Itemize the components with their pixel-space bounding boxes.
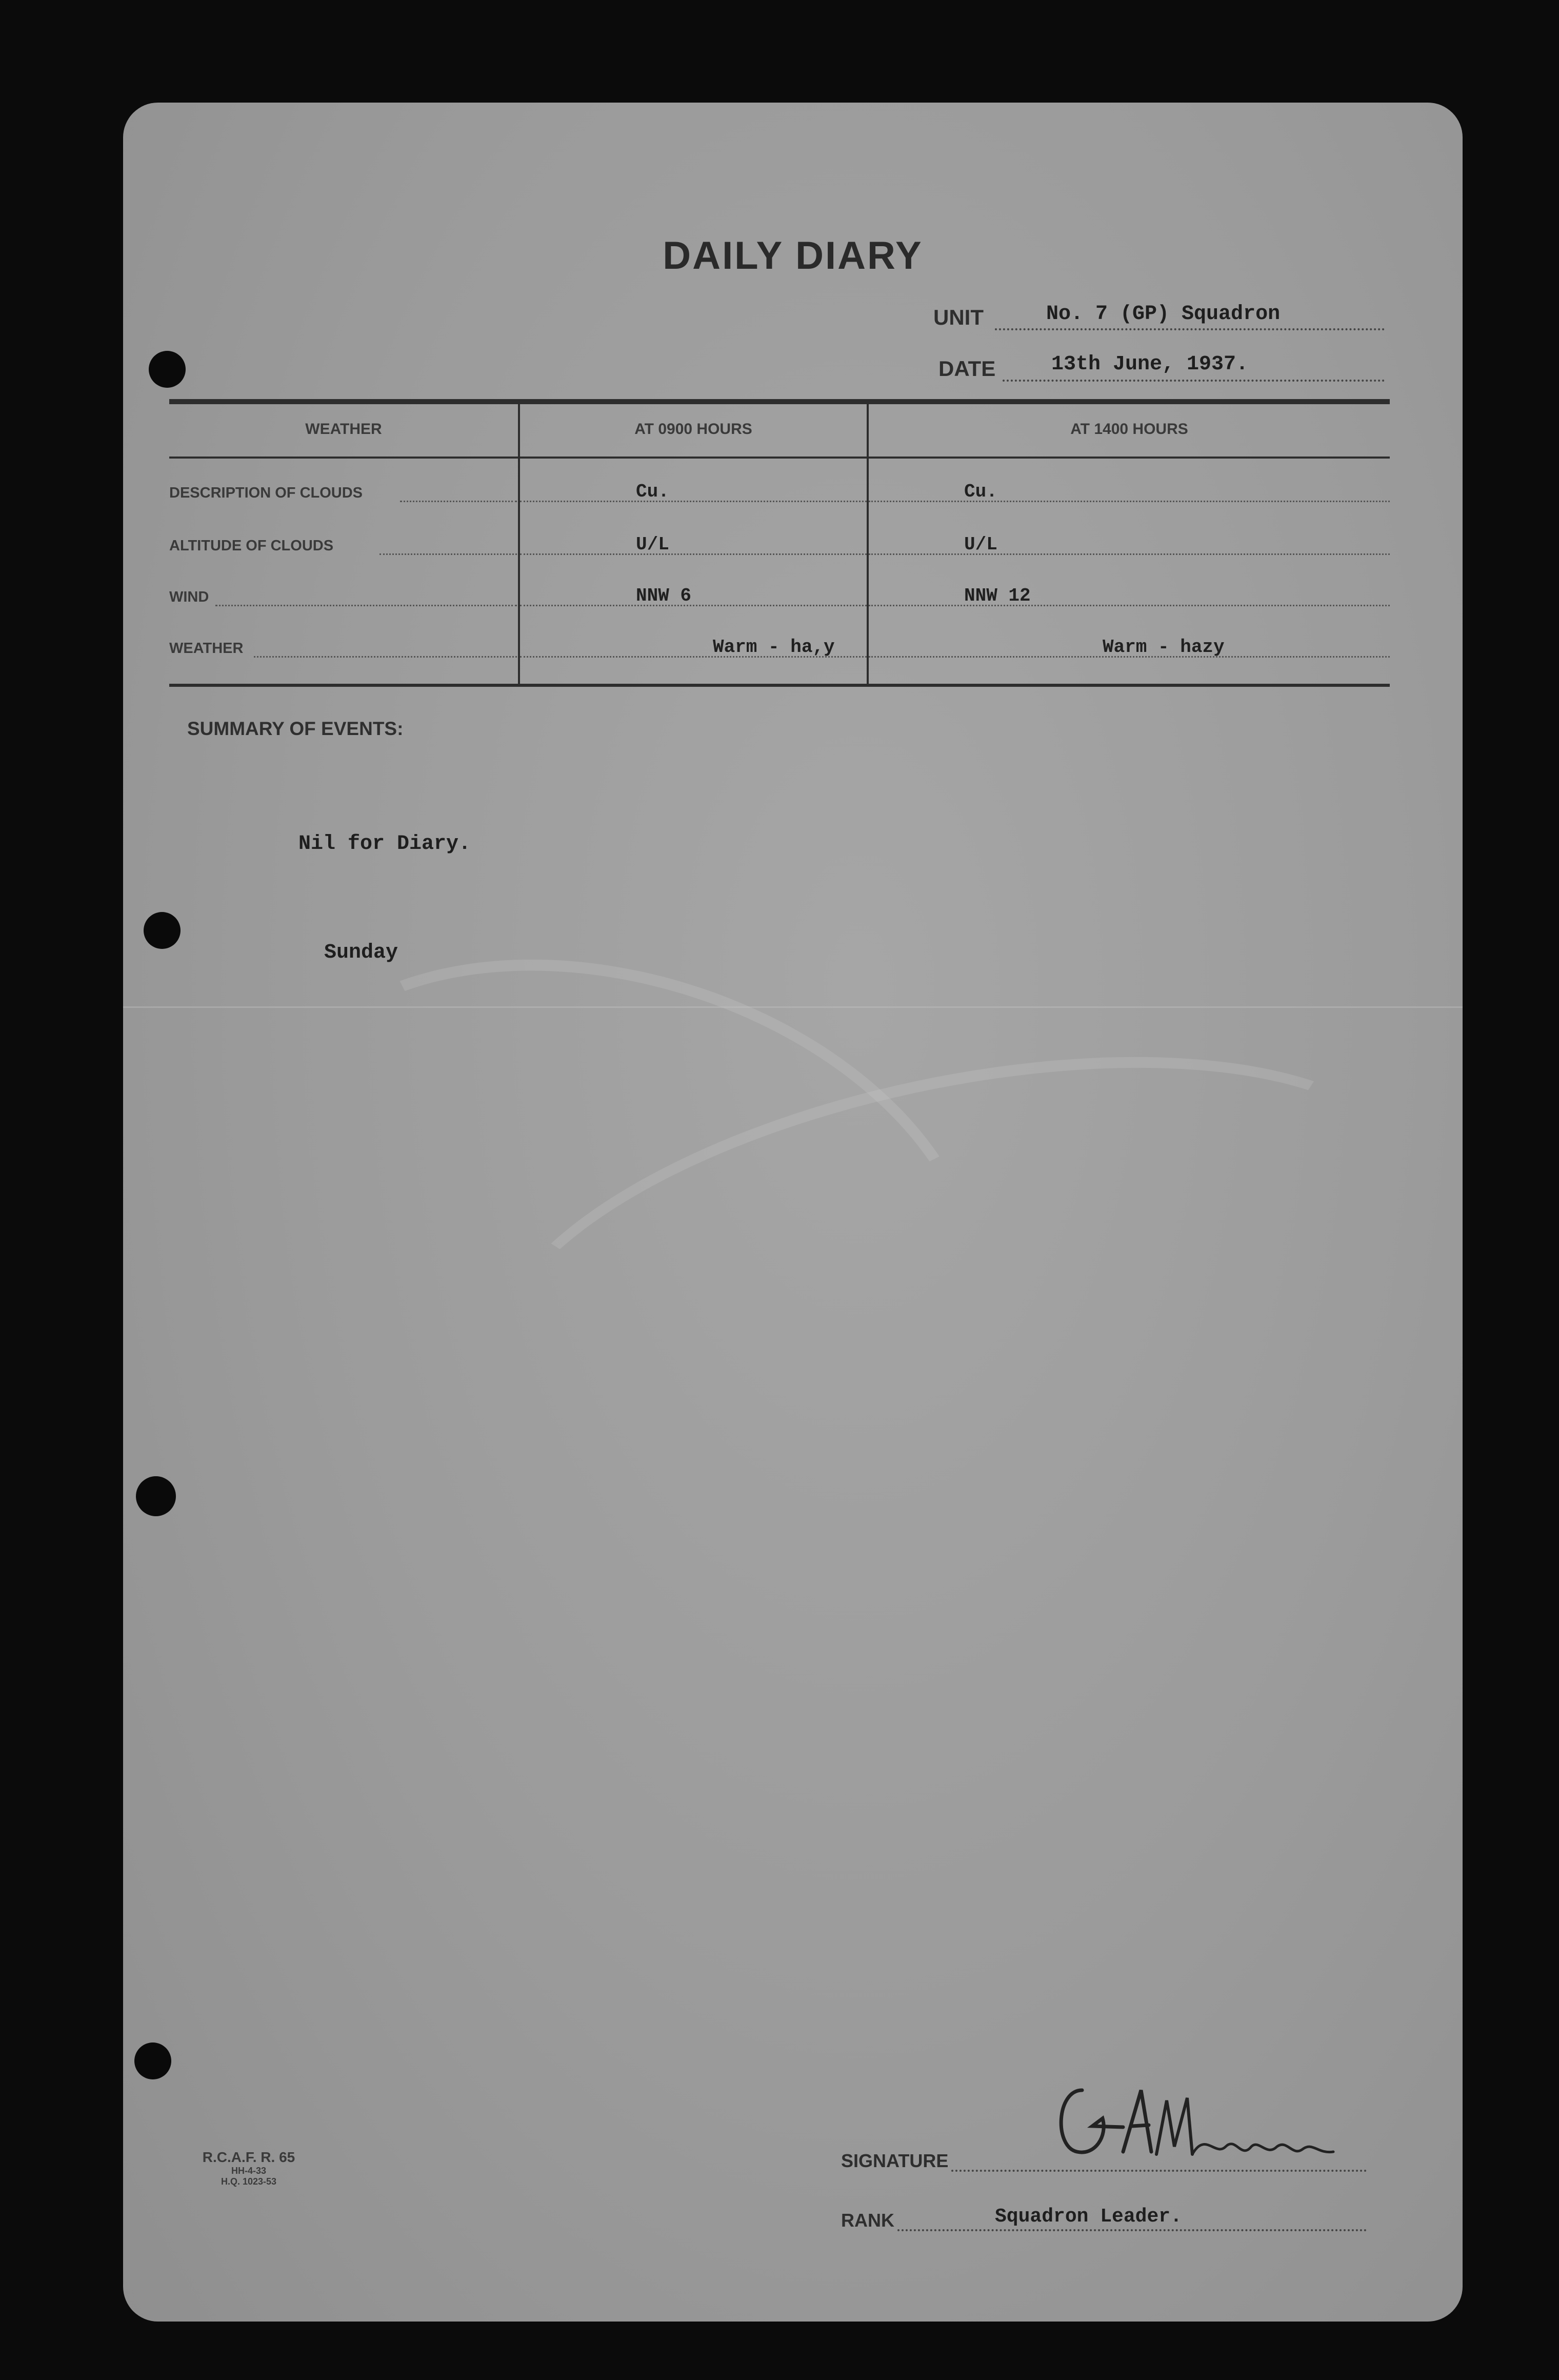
photo-streak (453, 983, 1457, 1553)
row-leader (215, 605, 517, 606)
row-leader (520, 553, 867, 555)
table-col-divider (518, 404, 520, 685)
row-leader (254, 656, 517, 658)
row-leader (379, 553, 517, 555)
row-leader (869, 605, 1390, 606)
row-leader (520, 605, 867, 606)
rank-value: Squadron Leader. (995, 2206, 1182, 2228)
unit-value: No. 7 (GP) Squadron (1046, 303, 1281, 326)
unit-line (995, 328, 1385, 330)
form-code-line: HH-4-33 (231, 2166, 267, 2176)
cell-weather-0900: Warm - ha,y (713, 637, 835, 658)
photo-streak (194, 872, 1048, 1561)
handwritten-signature (1046, 2070, 1364, 2183)
row-label-clouds-altitude: ALTITUDE OF CLOUDS (169, 538, 334, 554)
table-col-divider (867, 404, 869, 685)
diary-sheet (123, 103, 1463, 2322)
table-top-rule (169, 399, 1390, 404)
form-code-line: R.C.A.F. R. 65 (202, 2149, 295, 2165)
row-leader (400, 501, 517, 502)
form-code (172, 2149, 326, 2187)
binder-hole (149, 351, 186, 388)
cell-clouds-description-1400: Cu. (964, 481, 997, 502)
table-header-rule (169, 457, 1390, 459)
row-label-wind: WIND (169, 589, 209, 605)
cell-wind-0900: NNW 6 (636, 585, 692, 606)
binder-hole (136, 1476, 176, 1516)
row-leader (520, 501, 867, 502)
rank-label: RANK (841, 2210, 894, 2231)
date-label: DATE (938, 356, 996, 381)
cell-clouds-description-0900: Cu. (636, 481, 669, 502)
summary-line: Sunday (324, 941, 398, 964)
cell-clouds-altitude-1400: U/L (964, 534, 997, 555)
page-title: DAILY DIARY (663, 234, 923, 277)
table-bottom-rule (169, 684, 1390, 687)
rank-line (897, 2229, 1367, 2231)
cell-weather-1400: Warm - hazy (1103, 637, 1225, 658)
row-leader (869, 553, 1390, 555)
summary-label: SUMMARY OF EVENTS: (187, 718, 404, 739)
col-header-0900: AT 0900 HOURS (634, 421, 752, 438)
row-label-clouds-description: DESCRIPTION OF CLOUDS (169, 485, 363, 501)
col-header-1400: AT 1400 HOURS (1070, 421, 1188, 438)
form-code-line: H.Q. 1023-53 (221, 2176, 277, 2187)
row-leader (869, 501, 1390, 502)
row-label-weather: WEATHER (169, 640, 244, 657)
summary-line: Nil for Diary. (298, 832, 471, 856)
binder-hole (134, 2042, 171, 2079)
cell-clouds-altitude-0900: U/L (636, 534, 669, 555)
cell-wind-1400: NNW 12 (964, 585, 1031, 606)
binder-hole (144, 912, 181, 949)
date-line (1003, 380, 1385, 382)
col-header-weather: WEATHER (305, 421, 382, 438)
date-value: 13th June, 1937. (1051, 353, 1249, 376)
signature-label: SIGNATURE (841, 2150, 949, 2171)
unit-label: UNIT (933, 305, 984, 329)
fold-line (123, 1006, 1463, 1008)
